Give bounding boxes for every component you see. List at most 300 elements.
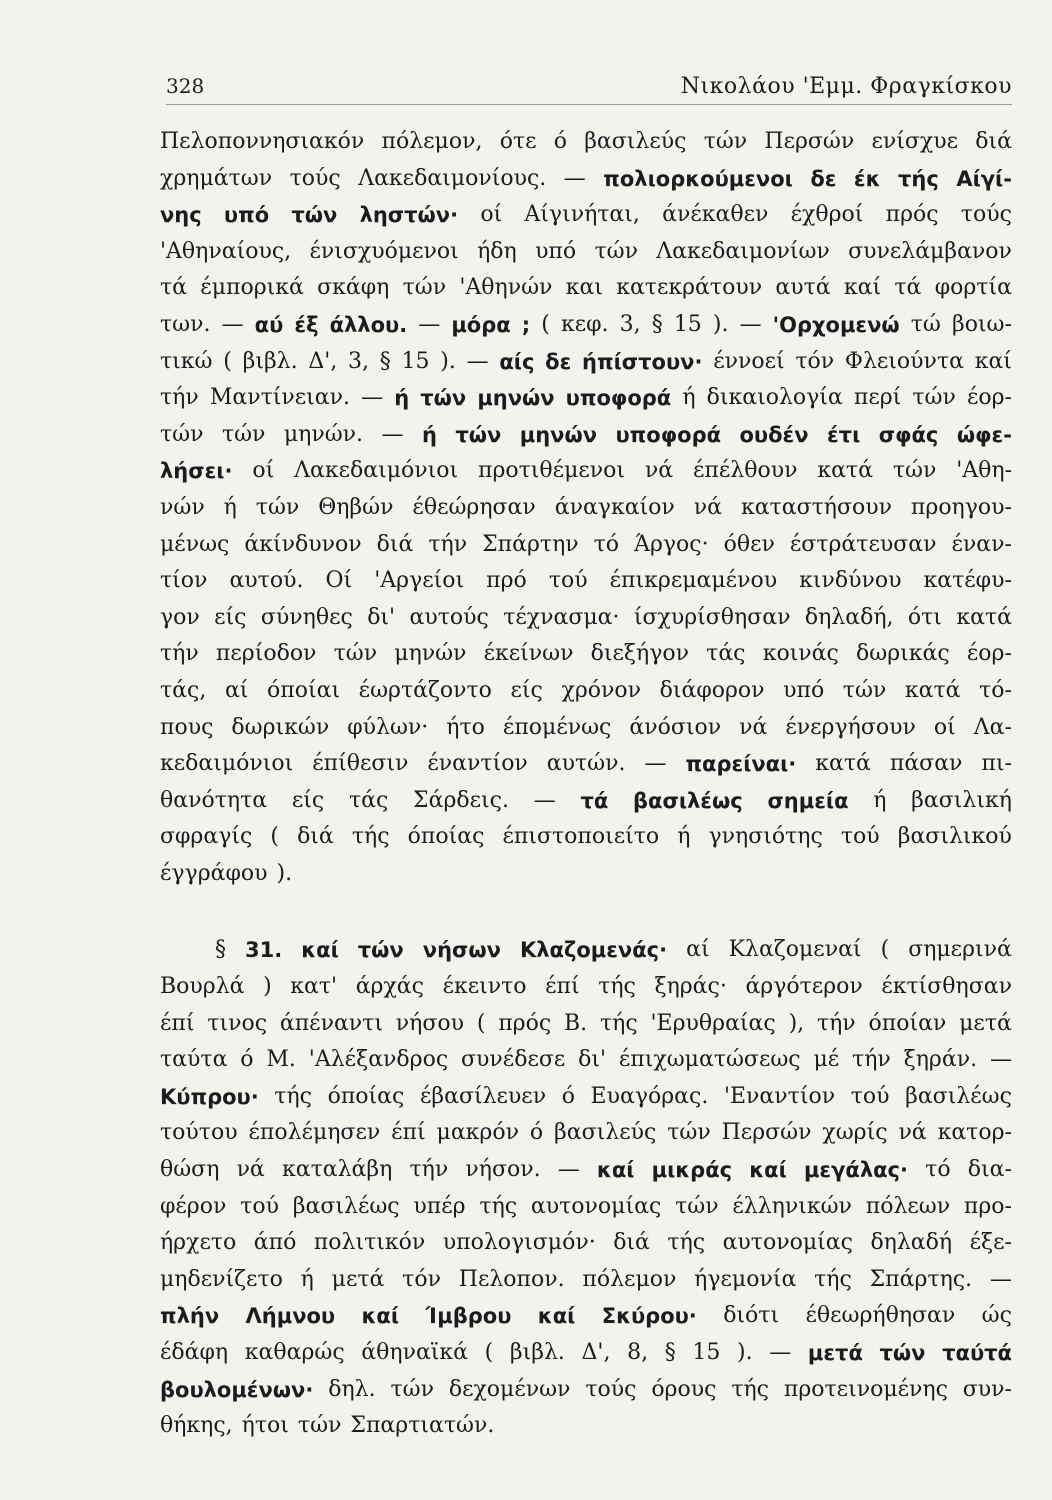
- word: έγγράφου: [160, 860, 268, 886]
- word: έναν-: [951, 531, 1012, 557]
- text-line: [160, 1372, 1012, 1409]
- bold-term: μετά: [807, 1341, 863, 1365]
- bold-term: Κλαζομενάς·: [519, 938, 668, 963]
- word: δεχομένων: [448, 1376, 571, 1402]
- word: βασιλικού: [897, 824, 1012, 850]
- word: (: [270, 824, 279, 850]
- word: άκίνδυνον: [244, 531, 362, 557]
- word: τών: [333, 641, 378, 667]
- word: κεφ.: [560, 311, 609, 337]
- word: μηνών.: [283, 421, 364, 447]
- word: όποίας: [407, 824, 485, 850]
- text-line: [160, 417, 1012, 454]
- word: έπί: [545, 974, 580, 1000]
- word: —: [418, 311, 441, 337]
- word: βιβλ.: [509, 1340, 565, 1365]
- word: κοινάς: [762, 641, 839, 667]
- word: ή: [873, 787, 887, 813]
- word: τών: [703, 129, 748, 154]
- text-line: [160, 1152, 1012, 1189]
- bold-term: Αίγί-: [956, 166, 1012, 191]
- word: οί: [252, 458, 275, 484]
- word: κατά: [817, 458, 873, 484]
- word: τάς: [706, 641, 746, 667]
- word: νήσου: [395, 1010, 464, 1036]
- word: κεδαιμόνιοι: [160, 751, 294, 777]
- word: έπί: [160, 1010, 195, 1036]
- word: μηδενίζετο: [160, 1266, 283, 1292]
- text-line: [160, 969, 1012, 1006]
- word: έναντίον: [427, 751, 528, 777]
- word: τών: [402, 275, 447, 301]
- word: αί: [686, 937, 710, 963]
- bold-term: τής: [898, 166, 939, 191]
- word: πόλεμον,: [381, 129, 483, 154]
- word: τά: [894, 275, 922, 301]
- word: 3,: [619, 311, 641, 337]
- word: έπέλθουν: [693, 458, 798, 484]
- text-line: [160, 234, 1012, 271]
- bold-term: Κύπρου·: [160, 1084, 259, 1109]
- bold-term: καί: [537, 1304, 576, 1329]
- word: τής: [731, 1376, 769, 1402]
- word: §: [215, 937, 226, 963]
- word: άθηναϊκά: [361, 1340, 469, 1365]
- word: συνελάμβανον: [848, 238, 1012, 264]
- word: τό-: [979, 677, 1012, 703]
- word: —: [739, 311, 762, 337]
- word: τής: [667, 1230, 706, 1256]
- word: αυτού.: [229, 568, 304, 594]
- text-line: [160, 307, 1012, 344]
- bold-term: καί: [361, 1304, 400, 1329]
- word: πρός: [498, 1010, 552, 1036]
- word: 'Ερυθραίας: [650, 1010, 776, 1036]
- word: κατ': [290, 974, 338, 1000]
- word: ήδη: [477, 238, 517, 264]
- page-number: 328: [166, 74, 205, 98]
- word: διεξήγον: [590, 641, 689, 667]
- word: όποίας: [327, 1083, 405, 1109]
- word: —: [769, 1340, 792, 1365]
- word: ό: [529, 1120, 544, 1146]
- word: ξηράν.: [903, 1047, 978, 1073]
- word: §: [651, 311, 663, 337]
- header-rule: [166, 104, 1012, 105]
- word: 8,: [627, 1340, 649, 1365]
- word: περίοδον: [215, 641, 317, 667]
- bold-term: μηνών: [519, 422, 598, 447]
- text-line: [160, 453, 1012, 490]
- word: τών: [675, 1193, 719, 1219]
- text-line: [160, 746, 1012, 783]
- word: δια-: [967, 1157, 1012, 1183]
- word: 'Αλέξανδρος: [308, 1047, 449, 1073]
- word: τών: [842, 677, 887, 703]
- word: αυτά: [775, 275, 831, 301]
- word: οί: [933, 714, 956, 740]
- bold-term: πλήν: [160, 1304, 220, 1329]
- word: αυτονομίας: [530, 1193, 662, 1219]
- word: Λακεδαιμονίους.: [358, 165, 547, 191]
- word: —: [381, 421, 404, 447]
- text-line: [160, 1006, 1012, 1043]
- bold-term: ;: [521, 312, 531, 337]
- word: ): [263, 974, 272, 1000]
- word: υπό: [783, 677, 825, 703]
- bold-term: πολιορκούμενοι: [603, 166, 793, 191]
- word: των.: [160, 311, 211, 337]
- word: φύλων·: [347, 714, 429, 740]
- word: τόν: [402, 1266, 441, 1292]
- word: ένεργήσουν: [785, 714, 916, 740]
- text-line: [160, 710, 1012, 747]
- text-line: [160, 783, 1012, 820]
- word: τών: [221, 421, 266, 447]
- word: τάς,: [160, 677, 207, 703]
- word: νά: [739, 714, 768, 740]
- word: μακρόν: [436, 1120, 519, 1146]
- word: άνόσιον: [629, 714, 722, 740]
- word: καθαρώς: [244, 1340, 345, 1365]
- text-line: [160, 1115, 1012, 1152]
- word: θήκης,: [160, 1413, 233, 1439]
- word: ή: [682, 385, 696, 411]
- text-line: [160, 1079, 1012, 1116]
- word: νά: [236, 1157, 265, 1183]
- word: τώ: [910, 311, 941, 337]
- bold-term: τών: [455, 422, 502, 447]
- word: —: [466, 348, 489, 374]
- text-line: [160, 819, 1012, 856]
- word: 3,: [348, 348, 370, 374]
- word: έορ-: [966, 641, 1012, 667]
- word: τού: [840, 824, 880, 850]
- text-line: [160, 1042, 1012, 1079]
- word: —: [563, 165, 586, 191]
- word: έκείνων: [483, 641, 574, 667]
- word: βασιλεύς: [584, 129, 687, 154]
- text-line: [160, 1225, 1012, 1262]
- text-line: [160, 856, 1012, 893]
- word: τινος: [207, 1010, 268, 1036]
- word: ήτο: [446, 714, 485, 740]
- word: έκειντο: [442, 974, 527, 1000]
- word: §: [664, 1340, 676, 1365]
- word: τήν: [409, 1157, 449, 1183]
- word: Πελοποννησιακόν: [160, 129, 365, 154]
- text-line: [160, 161, 1012, 198]
- word: αυτών.: [546, 751, 626, 777]
- word: τήν: [816, 1010, 856, 1036]
- word: τήν: [428, 531, 468, 557]
- word: τίον: [160, 568, 208, 594]
- word: §: [379, 348, 391, 374]
- bold-term: νήσων: [422, 938, 501, 963]
- word: Θηβών: [318, 494, 394, 520]
- bold-term: καί: [749, 1158, 787, 1183]
- word: τών: [594, 238, 638, 264]
- word: γνησιότης: [708, 824, 823, 850]
- word: μετά: [959, 1010, 1012, 1036]
- word: (: [541, 311, 550, 337]
- bold-term: μεγάλας·: [803, 1158, 908, 1183]
- bold-term: Σκύρου·: [601, 1304, 697, 1329]
- text-line: [160, 1335, 1012, 1372]
- word: ένισχυόμενοι: [309, 238, 459, 264]
- word: τόν: [795, 348, 835, 374]
- word: ήρχετο: [160, 1230, 237, 1256]
- word: συν-: [962, 1376, 1012, 1402]
- word: Λα-: [973, 714, 1012, 740]
- bold-term: ταύτά: [942, 1341, 1012, 1365]
- word: κατά: [956, 604, 1012, 630]
- word: τούς: [960, 202, 1012, 228]
- word: έκτίσθησαν: [881, 974, 1012, 1000]
- word: τών: [667, 1120, 711, 1146]
- word: δηλαδή,: [804, 604, 894, 630]
- bold-term: ώφε-: [956, 422, 1012, 447]
- word: όποίαν: [868, 1010, 947, 1036]
- word: ό: [561, 1083, 575, 1109]
- bold-term: Λήμνου: [245, 1304, 336, 1329]
- word: οί: [480, 202, 503, 228]
- word: πι-: [981, 751, 1012, 777]
- word: βασιλέως: [292, 1193, 400, 1219]
- bold-term: 'Ορχομενώ: [772, 312, 900, 337]
- word: δηλ.: [328, 1376, 376, 1402]
- word: πολιτικόν: [313, 1230, 426, 1256]
- word: Δ',: [581, 1340, 611, 1365]
- word: υπό: [535, 238, 577, 264]
- text-line: [160, 197, 1012, 234]
- word: διά: [376, 531, 414, 557]
- word: (: [476, 1010, 486, 1036]
- word: 'Αργείοι: [374, 568, 465, 594]
- bold-term: παρείναι·: [685, 752, 797, 777]
- word: όποίαι: [267, 677, 341, 703]
- word: έλληνικών: [732, 1193, 852, 1219]
- word: πρό: [486, 568, 527, 594]
- word: είς: [291, 787, 325, 813]
- bold-term: ουδέν: [739, 422, 809, 447]
- word: δι': [578, 1047, 607, 1073]
- word: Σπάρτην: [482, 531, 579, 557]
- bold-term: τών: [357, 938, 404, 963]
- word: τής: [814, 1266, 852, 1292]
- word: υπολογισμόν·: [442, 1230, 596, 1256]
- text-line: [160, 1408, 1012, 1445]
- word: έπιχωματώσεως: [618, 1047, 801, 1073]
- word: περί: [853, 385, 902, 411]
- bold-term: 31.: [245, 938, 283, 963]
- word: έπίθεσιν: [312, 751, 409, 777]
- word: έπικρεμαμένου: [609, 568, 778, 594]
- word: Λακεδαιμονίων: [656, 238, 830, 264]
- word: χωρίς: [822, 1120, 888, 1146]
- word: Σπάρτης.: [869, 1266, 973, 1292]
- word: τικώ: [160, 348, 213, 374]
- word: όθεν: [723, 531, 775, 557]
- word: Δ',: [308, 348, 338, 374]
- word: διά: [613, 1230, 650, 1256]
- word: νά: [898, 1120, 927, 1146]
- word: Λακεδαιμόνιοι: [294, 458, 459, 484]
- word: τούτου: [160, 1120, 238, 1146]
- word: νά: [644, 458, 674, 484]
- word: καταστήσουν: [740, 494, 892, 520]
- text-line: [160, 1262, 1012, 1299]
- word: χρημάτων: [160, 165, 273, 191]
- bold-term: υποφορά: [615, 422, 722, 447]
- word: ό: [240, 1047, 254, 1073]
- word: 'Αθηναίους,: [160, 238, 292, 264]
- word: 15: [401, 348, 430, 374]
- word: άναγκαίον: [554, 494, 675, 520]
- word: ήτοι: [241, 1413, 289, 1439]
- word: καί: [843, 275, 882, 301]
- word: αί: [224, 677, 249, 703]
- word: προτιθέμενοι: [478, 458, 626, 484]
- word: έθεωρήθησαν: [805, 1303, 956, 1329]
- word: έπί: [391, 1120, 426, 1146]
- bold-term: καί: [301, 938, 339, 963]
- text-line: [160, 380, 1012, 417]
- word: είς: [510, 677, 543, 703]
- bold-term: έτι: [826, 422, 861, 447]
- word: ταύτα: [160, 1047, 228, 1073]
- word: μένως: [160, 531, 230, 557]
- bold-term: ή: [394, 386, 410, 411]
- word: κινδύνου: [799, 568, 902, 594]
- word: κατά: [904, 677, 961, 703]
- word: Β.: [564, 1010, 588, 1036]
- word: τού: [850, 1083, 890, 1109]
- word: νήσον.: [465, 1157, 541, 1183]
- bold-term: σημεία: [767, 788, 849, 813]
- word: τής: [351, 824, 390, 850]
- word: έορ-: [966, 385, 1012, 411]
- word: πους: [160, 714, 214, 740]
- word: προηγου-: [910, 494, 1012, 520]
- word: μηνών: [394, 641, 467, 667]
- word: τών: [160, 421, 204, 447]
- bold-term: υπό: [223, 203, 270, 228]
- word: Αίγινήται,: [524, 202, 640, 228]
- word: δωρικών: [231, 714, 330, 740]
- bold-term: ληστών·: [359, 203, 459, 228]
- text-line: [160, 1298, 1012, 1335]
- word: σφραγίς: [160, 824, 253, 850]
- word: γον: [160, 604, 200, 630]
- word: και: [565, 275, 603, 301]
- text-line: [160, 673, 1012, 710]
- word: μέ: [813, 1047, 840, 1073]
- bold-term: έκ: [853, 166, 881, 191]
- word: Σπαρτιατών.: [350, 1413, 495, 1439]
- bold-term: μηνών: [477, 386, 555, 411]
- word: άργότερον: [745, 974, 863, 1000]
- word: βασιλέως: [905, 1083, 1012, 1109]
- word: άρχάς: [355, 974, 424, 1000]
- body-text: [160, 124, 1012, 1445]
- word: κατά: [815, 751, 871, 777]
- word: 'Αθηνών: [459, 275, 553, 301]
- bold-term: τών: [291, 203, 338, 228]
- word: τά: [160, 275, 188, 301]
- bold-term: τών: [420, 386, 467, 411]
- text-line: [160, 490, 1012, 527]
- bold-term: αύ: [254, 312, 284, 337]
- word: Οί: [325, 568, 353, 594]
- word: δωρικάς: [856, 641, 950, 667]
- word: καταλάβη: [281, 1157, 393, 1183]
- page-header: [166, 66, 1012, 106]
- text-line: [160, 527, 1012, 564]
- word: συνέδεσε: [461, 1047, 566, 1073]
- word: ).: [440, 348, 456, 374]
- word: προ-: [963, 1193, 1012, 1219]
- bold-term: τά: [580, 788, 609, 813]
- word: τούς: [585, 1376, 637, 1402]
- word: βοιω-: [951, 311, 1012, 337]
- bold-term: βασιλέως: [633, 788, 743, 813]
- word: ενίσχυε: [871, 129, 958, 154]
- word: ώς: [981, 1303, 1012, 1329]
- word: υπέρ: [413, 1193, 466, 1219]
- word: τήν: [160, 641, 199, 667]
- word: (: [223, 348, 232, 374]
- word: τής: [599, 1010, 638, 1036]
- word: σημερινά: [908, 937, 1012, 963]
- word: ξηράς·: [654, 974, 727, 1000]
- bold-term: ή: [421, 422, 437, 447]
- word: —: [989, 1266, 1012, 1292]
- word: σκάφη: [317, 275, 390, 301]
- word: τό: [593, 531, 620, 557]
- word: ),: [788, 1010, 805, 1036]
- word: ότε: [499, 129, 537, 154]
- word: έμπορικά: [200, 275, 304, 301]
- word: βασιλεύς: [554, 1120, 657, 1146]
- word: έννοεί: [713, 348, 785, 374]
- bold-term: σφάς: [878, 422, 939, 447]
- word: —: [533, 787, 556, 813]
- word: 'Εναντίον: [723, 1083, 836, 1109]
- word: Βουρλά: [160, 974, 245, 1000]
- bold-term: καί: [596, 1158, 635, 1183]
- word: νών: [160, 494, 205, 520]
- bold-term: έξ: [294, 312, 319, 337]
- word: διά: [297, 824, 334, 850]
- word: Φλειούντα: [844, 348, 964, 374]
- bold-term: Ίμβρου: [425, 1304, 512, 1329]
- word: —: [989, 1047, 1012, 1073]
- word: δι': [367, 604, 396, 630]
- text-line: [160, 124, 1012, 161]
- word: νά: [693, 494, 722, 520]
- word: (: [880, 937, 890, 963]
- text-line: [160, 563, 1012, 600]
- text-line: [160, 344, 1012, 381]
- word: αυτονομίας: [722, 1230, 853, 1256]
- bold-term: νης: [160, 203, 202, 228]
- word: διάφορον: [659, 677, 765, 703]
- word: τού: [548, 568, 588, 594]
- word: ή: [677, 824, 691, 850]
- word: σύνηθες: [260, 604, 353, 630]
- bold-term: υποφορά: [565, 386, 672, 411]
